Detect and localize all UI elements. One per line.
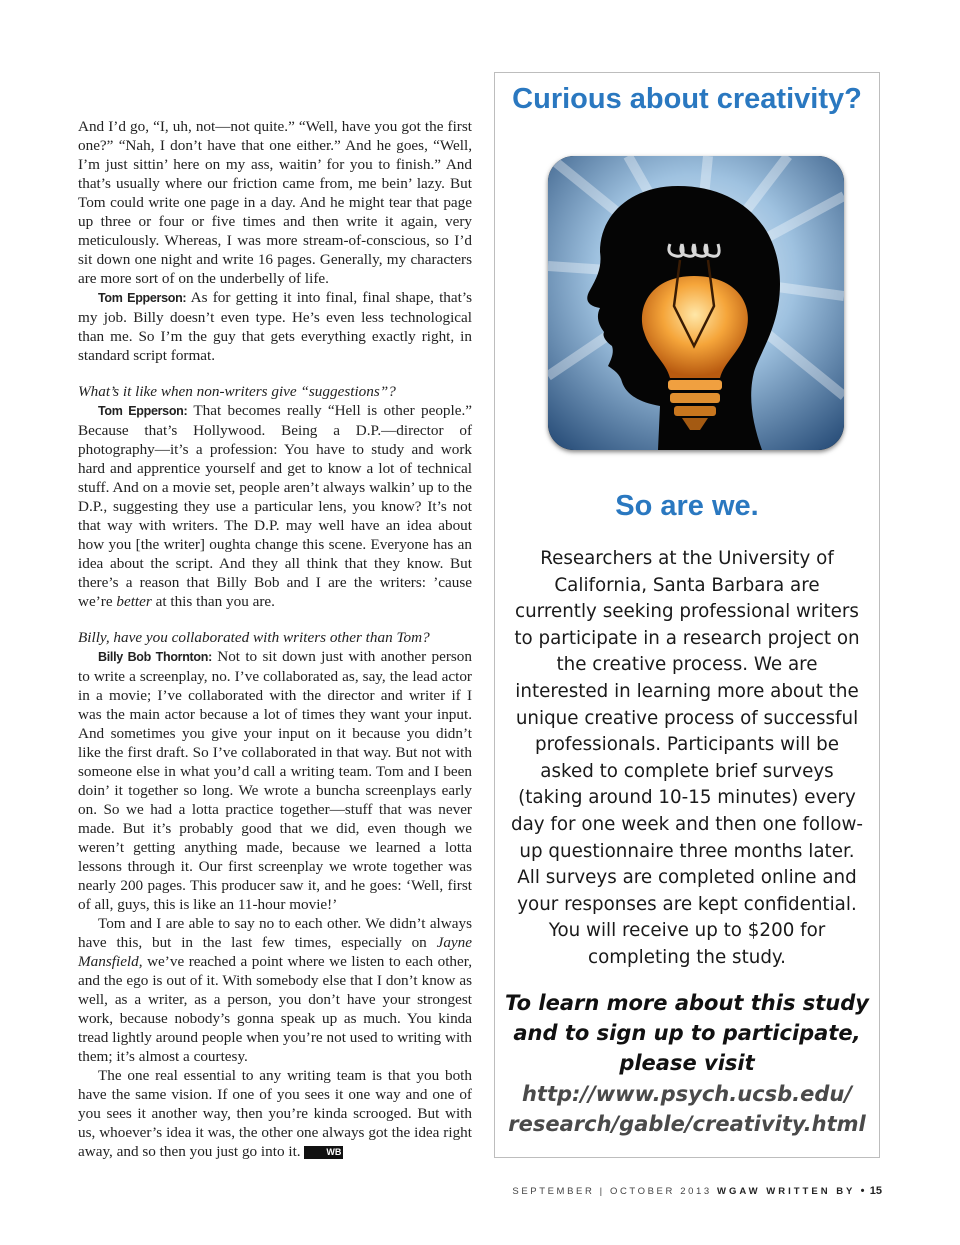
paragraph-text: Tom and I are able to say no to each other. We didn’t always have this, but in the last few times, especially on <box>78 915 472 951</box>
speaker-text: As for getting it into final, final shape, that’s my job. Billy doesn’t even type. He’s even less technological than me. So I’m the guy that gets everything exactly right, in standard script format. <box>78 289 472 364</box>
emphasis-text: better <box>116 593 152 610</box>
page-footer <box>512 1185 882 1197</box>
article-paragraph <box>78 401 472 611</box>
paragraph-text: we’ve reached a point where we listen to each other, and the ego is out of it. With somebody else that I don’t know as well, as a writer, as a person, you don’t have your strongest work, because nobody’s gonna speak up as much. You kinda tread lightly around people when you’re not used to writing with them; it’s almost a courtesy. <box>78 953 472 1065</box>
ad-body-text: Researchers at the University of California, Santa Barbara are currently seeking professional writers to participate in a research project on the creative process. We are interested in learning more about the unique creative process of successful professionals. Participants will be asked to complete brief surveys (taking around 10-15 minutes) every day for one week and then one follow-up questionnaire three months later. All surveys are completed online and your responses are kept confidential. You will receive up to $200 for completing the study. <box>511 548 864 968</box>
footer-bullet: • <box>860 1185 865 1197</box>
speaker-text: at this than you are. <box>151 593 275 610</box>
lightbulb-head-icon <box>548 156 844 450</box>
publication-name: WGAW WRITTEN BY <box>716 1186 856 1197</box>
end-mark-icon: WB <box>304 1146 343 1159</box>
issue-date: SEPTEMBER | OCTOBER 2013 <box>512 1186 712 1197</box>
speaker-name: Billy Bob Thornton: <box>98 650 212 664</box>
article-column <box>78 117 472 1161</box>
ad-headline: Curious about creativity? <box>512 83 862 115</box>
page-number: 15 <box>869 1185 882 1197</box>
advertisement-box <box>494 72 880 1158</box>
article-paragraph: And I’d go, “I, uh, not—not quite.” “Well, have you got the first one?” “Nah, I don’t have that one either.” And he goes, “Well, I’m just sittin’ here on my ass, waitin’ for you to finish.” And that’s usually where our friction came from, me bein’ lazy. But Tom could write one page in a day. And he might tear that page up three or four or five times and then write it again, very meticulously. Whereas, I was more stream-of-conscious, so I’d sit down one night and write 16 pages. Generally, my characters are more sort of on the underbelly of life. <box>78 118 472 287</box>
article-paragraph <box>78 1066 472 1161</box>
film-title: Jayne Mansfield, <box>78 934 472 970</box>
article-paragraph <box>78 288 472 365</box>
interview-question: Billy, have you collaborated with writers other than Tom? <box>78 629 430 646</box>
paragraph-text: The one real essential to any writing team is that you both have the same vision. If one of you sees it one way and one of you sees it another way, then you’re kinda scrooged. But with us, whoever’s idea it was, the other one always got the idea right away, and so then you just go into it. <box>78 1067 472 1160</box>
ad-url-line: research/gable/creativity.html <box>508 1112 866 1136</box>
speaker-name: Tom Epperson: <box>98 404 188 418</box>
ad-url-line: http://www.psych.ucsb.edu/ <box>521 1082 853 1106</box>
speaker-name: Tom Epperson: <box>98 291 187 305</box>
speaker-text: That becomes really “Hell is other people.” Because that’s Hollywood. Being a D.P.—director of photography—it’s a profession: You have to study and work hard and apprentice yourself and get to know a lot of technical stuff. And on a movie set, people aren’t always walkin’ up to the D.P., suggesting they use a particular lens, you know? It’s not that way with writers. The D.P. may well have an idea about how you [the writer] oughta change this scene. Everyone has an idea about the script. And they all think that they know. But there’s a reason that Billy Bob and I are the writers: ’cause we’re <box>78 402 473 610</box>
ad-call-to-action: To learn more about this study and to sign up to participate, please visit <box>505 991 869 1075</box>
article-paragraph <box>78 647 472 914</box>
ad-subhead: So are we. <box>615 490 759 522</box>
speaker-text: Not to sit down just with another person to write a screenplay, no. I’ve collaborated as, say, the lead actor in a movie; I’ve collaborated with the director and writer if I was the main actor because a lot of times they want your input. And sometimes you give your input on it because you didn’t like the first draft. So I’ve collaborated in that way. But not with someone else in what you’d call a writing team. Tom and I been doin’ it together so long. We wrote a buncha screenplays early on. So we had a lotta practice together—stuff that was never made. But it’s probably good that we did, even though we weren’t getting anything made, because we learned a lotta lessons through it. Our first screenplay we wrote together was nearly 200 pages. This producer saw it, and he goes: ‘Well, first of all, guys, this is like an 11-hour movie!’ <box>78 648 472 913</box>
ad-url-link[interactable] <box>505 1079 869 1139</box>
interview-question: What’s it like when non-writers give “suggestions”? <box>78 383 396 400</box>
article-paragraph <box>78 914 472 1066</box>
